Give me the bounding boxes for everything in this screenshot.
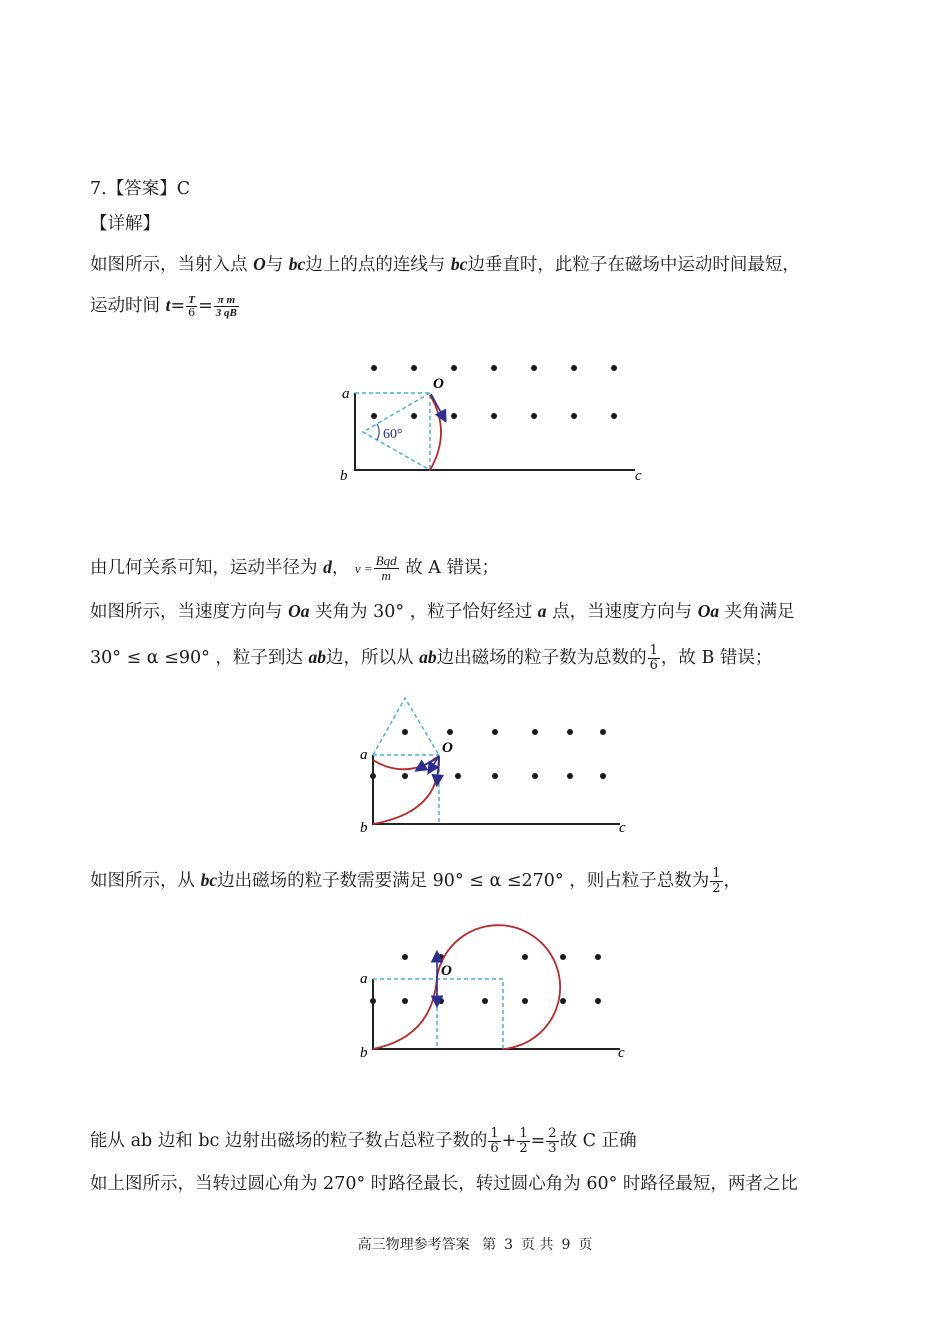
p2-f1-num: T bbox=[186, 294, 197, 307]
fig2-label-c: c bbox=[619, 820, 626, 836]
detail-tag-text: 【详解】 bbox=[90, 214, 160, 234]
answer-value: C bbox=[176, 179, 191, 199]
p7-text-1: 能从 ab 边和 bc 边射出磁场的粒子数占总粒子数的 bbox=[90, 1131, 488, 1151]
p5-text-2: 边，所以从 bbox=[326, 648, 414, 668]
answer-tag: 【答案】 bbox=[106, 179, 177, 199]
p5-f-num: 1 bbox=[649, 643, 658, 658]
figure-2 bbox=[345, 692, 635, 837]
velocity-arrow bbox=[431, 394, 445, 420]
figure-3 bbox=[345, 907, 635, 1062]
p7-plus: + bbox=[501, 1131, 517, 1151]
fig3-label-a: a bbox=[360, 971, 368, 987]
p4-point-a: a bbox=[537, 601, 547, 621]
field-dots bbox=[370, 729, 606, 779]
p6-text-2: 边出磁场的粒子数需要满足 90° ≤ α ≤270° ，则占粒子总数为 bbox=[217, 871, 710, 891]
question-number: 7. bbox=[90, 179, 107, 199]
trajectory-arc bbox=[430, 395, 441, 470]
p3-var-v: v = bbox=[354, 561, 373, 576]
fig1-label-a: a bbox=[342, 386, 350, 402]
fig2-label-O: O bbox=[442, 740, 453, 756]
p5-ab-1: ab bbox=[308, 647, 327, 667]
trajectory-arc-b bbox=[373, 757, 439, 824]
paragraph-4 bbox=[90, 599, 795, 624]
footer-title: 高三物理参考答案 bbox=[357, 1237, 470, 1253]
p1-point-O: O bbox=[253, 254, 266, 274]
dashed-construction bbox=[373, 979, 503, 1049]
p1-text-3: 边上的点的连线与 bbox=[305, 255, 446, 275]
p7-fraction-1-2 bbox=[517, 1127, 529, 1156]
footer-page-suffix: 页 bbox=[578, 1237, 593, 1253]
p2-fraction-pim-3qB bbox=[214, 294, 239, 319]
paragraph-6 bbox=[90, 867, 741, 896]
p1-text-1: 如图所示，当射入点 bbox=[90, 255, 248, 275]
p1-text-2: 与 bbox=[265, 255, 284, 275]
fig2-label-a: a bbox=[360, 747, 368, 763]
angle-arc bbox=[377, 424, 379, 440]
fig3-label-b: b bbox=[360, 1045, 368, 1061]
p1-text-4: 边垂直时，此粒子在磁场中运动时间最短， bbox=[467, 255, 800, 275]
p6-text-1: 如图所示，从 bbox=[90, 871, 195, 891]
fig3-label-O: O bbox=[441, 963, 452, 979]
p3-text-2: 故 A 错误； bbox=[405, 558, 499, 578]
p1-edge-bc-1: bc bbox=[288, 254, 306, 274]
p3-var-d: d bbox=[323, 557, 332, 577]
p7-f3-num: 2 bbox=[548, 1126, 557, 1141]
p7-f2-num: 1 bbox=[519, 1126, 528, 1141]
p3-fraction-Bqd-m bbox=[374, 554, 399, 583]
p4-text-2: 夹角为 30° ，粒子恰好经过 bbox=[315, 602, 533, 622]
p7-f2-den: 2 bbox=[519, 1141, 528, 1156]
p3-f-den: m bbox=[381, 568, 391, 583]
footer-page-prefix: 第 bbox=[482, 1237, 497, 1253]
p4-text-3: 点，当速度方向与 bbox=[552, 602, 693, 622]
dashed-construction bbox=[373, 698, 439, 824]
p6-f-den: 2 bbox=[712, 881, 721, 896]
p6-f-num: 1 bbox=[712, 866, 721, 881]
p8-text-1: 如上图所示，当转过圆心角为 270° 时路径最长，转过圆心角为 60° 时路径最短，两者之比 bbox=[90, 1174, 798, 1194]
paragraph-3 bbox=[90, 554, 499, 583]
fig1-label-b: b bbox=[340, 468, 348, 484]
p5-fraction-1-6 bbox=[648, 644, 660, 673]
p2-fraction-T-6 bbox=[186, 294, 197, 319]
fig1-angle-label: 60° bbox=[383, 427, 403, 442]
p4-text-4: 夹角满足 bbox=[724, 602, 795, 622]
p5-ab-2: ab bbox=[419, 647, 437, 667]
paragraph-8 bbox=[90, 1172, 798, 1196]
p7-text-2: 故 C 正确 bbox=[559, 1131, 637, 1151]
p6-edge-bc: bc bbox=[200, 870, 218, 890]
fig2-label-b: b bbox=[360, 820, 368, 836]
paragraph-2 bbox=[90, 293, 240, 319]
p2-eq2: = bbox=[198, 296, 213, 316]
paragraph-7 bbox=[90, 1127, 637, 1156]
p5-text-4: ，故 B 错误； bbox=[660, 648, 773, 668]
p7-f1-den: 6 bbox=[490, 1141, 499, 1156]
p2-var-t: t bbox=[165, 295, 171, 315]
p6-fraction-1-2 bbox=[710, 867, 722, 896]
fig1-label-O: O bbox=[433, 376, 444, 392]
p7-eq: = bbox=[530, 1131, 546, 1151]
boundary-abc bbox=[373, 979, 620, 1049]
boundary-abc bbox=[373, 755, 620, 824]
p4-Oa-1: Oa bbox=[288, 601, 310, 621]
fig3-label-c: c bbox=[618, 1045, 625, 1061]
footer-page-number: 3 bbox=[504, 1237, 513, 1253]
p5-f-den: 6 bbox=[649, 658, 658, 673]
paragraph-5 bbox=[90, 644, 772, 673]
p6-text-3: ， bbox=[723, 871, 742, 891]
p2-f2-den: 3 qB bbox=[215, 307, 237, 319]
p5-text-1: 30° ≤ α ≤90° ，粒子到达 bbox=[90, 648, 303, 668]
p3-comma: ， bbox=[331, 558, 350, 578]
p4-Oa-2: Oa bbox=[697, 601, 720, 621]
p2-text-1: 运动时间 bbox=[90, 296, 160, 316]
p7-fraction-1-6 bbox=[488, 1127, 500, 1156]
detail-tag bbox=[90, 212, 160, 236]
p3-f-num: Bqd bbox=[375, 553, 397, 568]
p3-text-1: 由几何关系可知，运动半径为 bbox=[90, 558, 318, 578]
trajectory-arc-small bbox=[373, 977, 437, 1049]
trajectory-arc-large bbox=[437, 925, 560, 1049]
answer-line bbox=[90, 177, 190, 201]
figure-1 bbox=[330, 358, 650, 488]
p2-f2-num: π m bbox=[214, 294, 239, 307]
p7-f3-den: 3 bbox=[548, 1141, 557, 1156]
paragraph-1 bbox=[90, 252, 800, 277]
p7-f1-num: 1 bbox=[490, 1126, 499, 1141]
velocity-arrow-1 bbox=[417, 756, 439, 770]
p2-f1-den: 6 bbox=[188, 306, 196, 319]
fig1-label-c: c bbox=[635, 468, 642, 484]
footer-total-pages: 9 bbox=[561, 1237, 571, 1253]
field-dots bbox=[371, 365, 617, 419]
p5-text-3: 边出磁场的粒子数为总数的 bbox=[436, 648, 647, 668]
p1-edge-bc-2: bc bbox=[450, 254, 468, 274]
footer-page-mid: 页 共 bbox=[521, 1237, 554, 1253]
page-footer bbox=[0, 1234, 950, 1254]
p7-fraction-2-3 bbox=[546, 1127, 558, 1156]
p4-text-1: 如图所示，当速度方向与 bbox=[90, 602, 283, 622]
p2-eq: = bbox=[170, 296, 186, 316]
